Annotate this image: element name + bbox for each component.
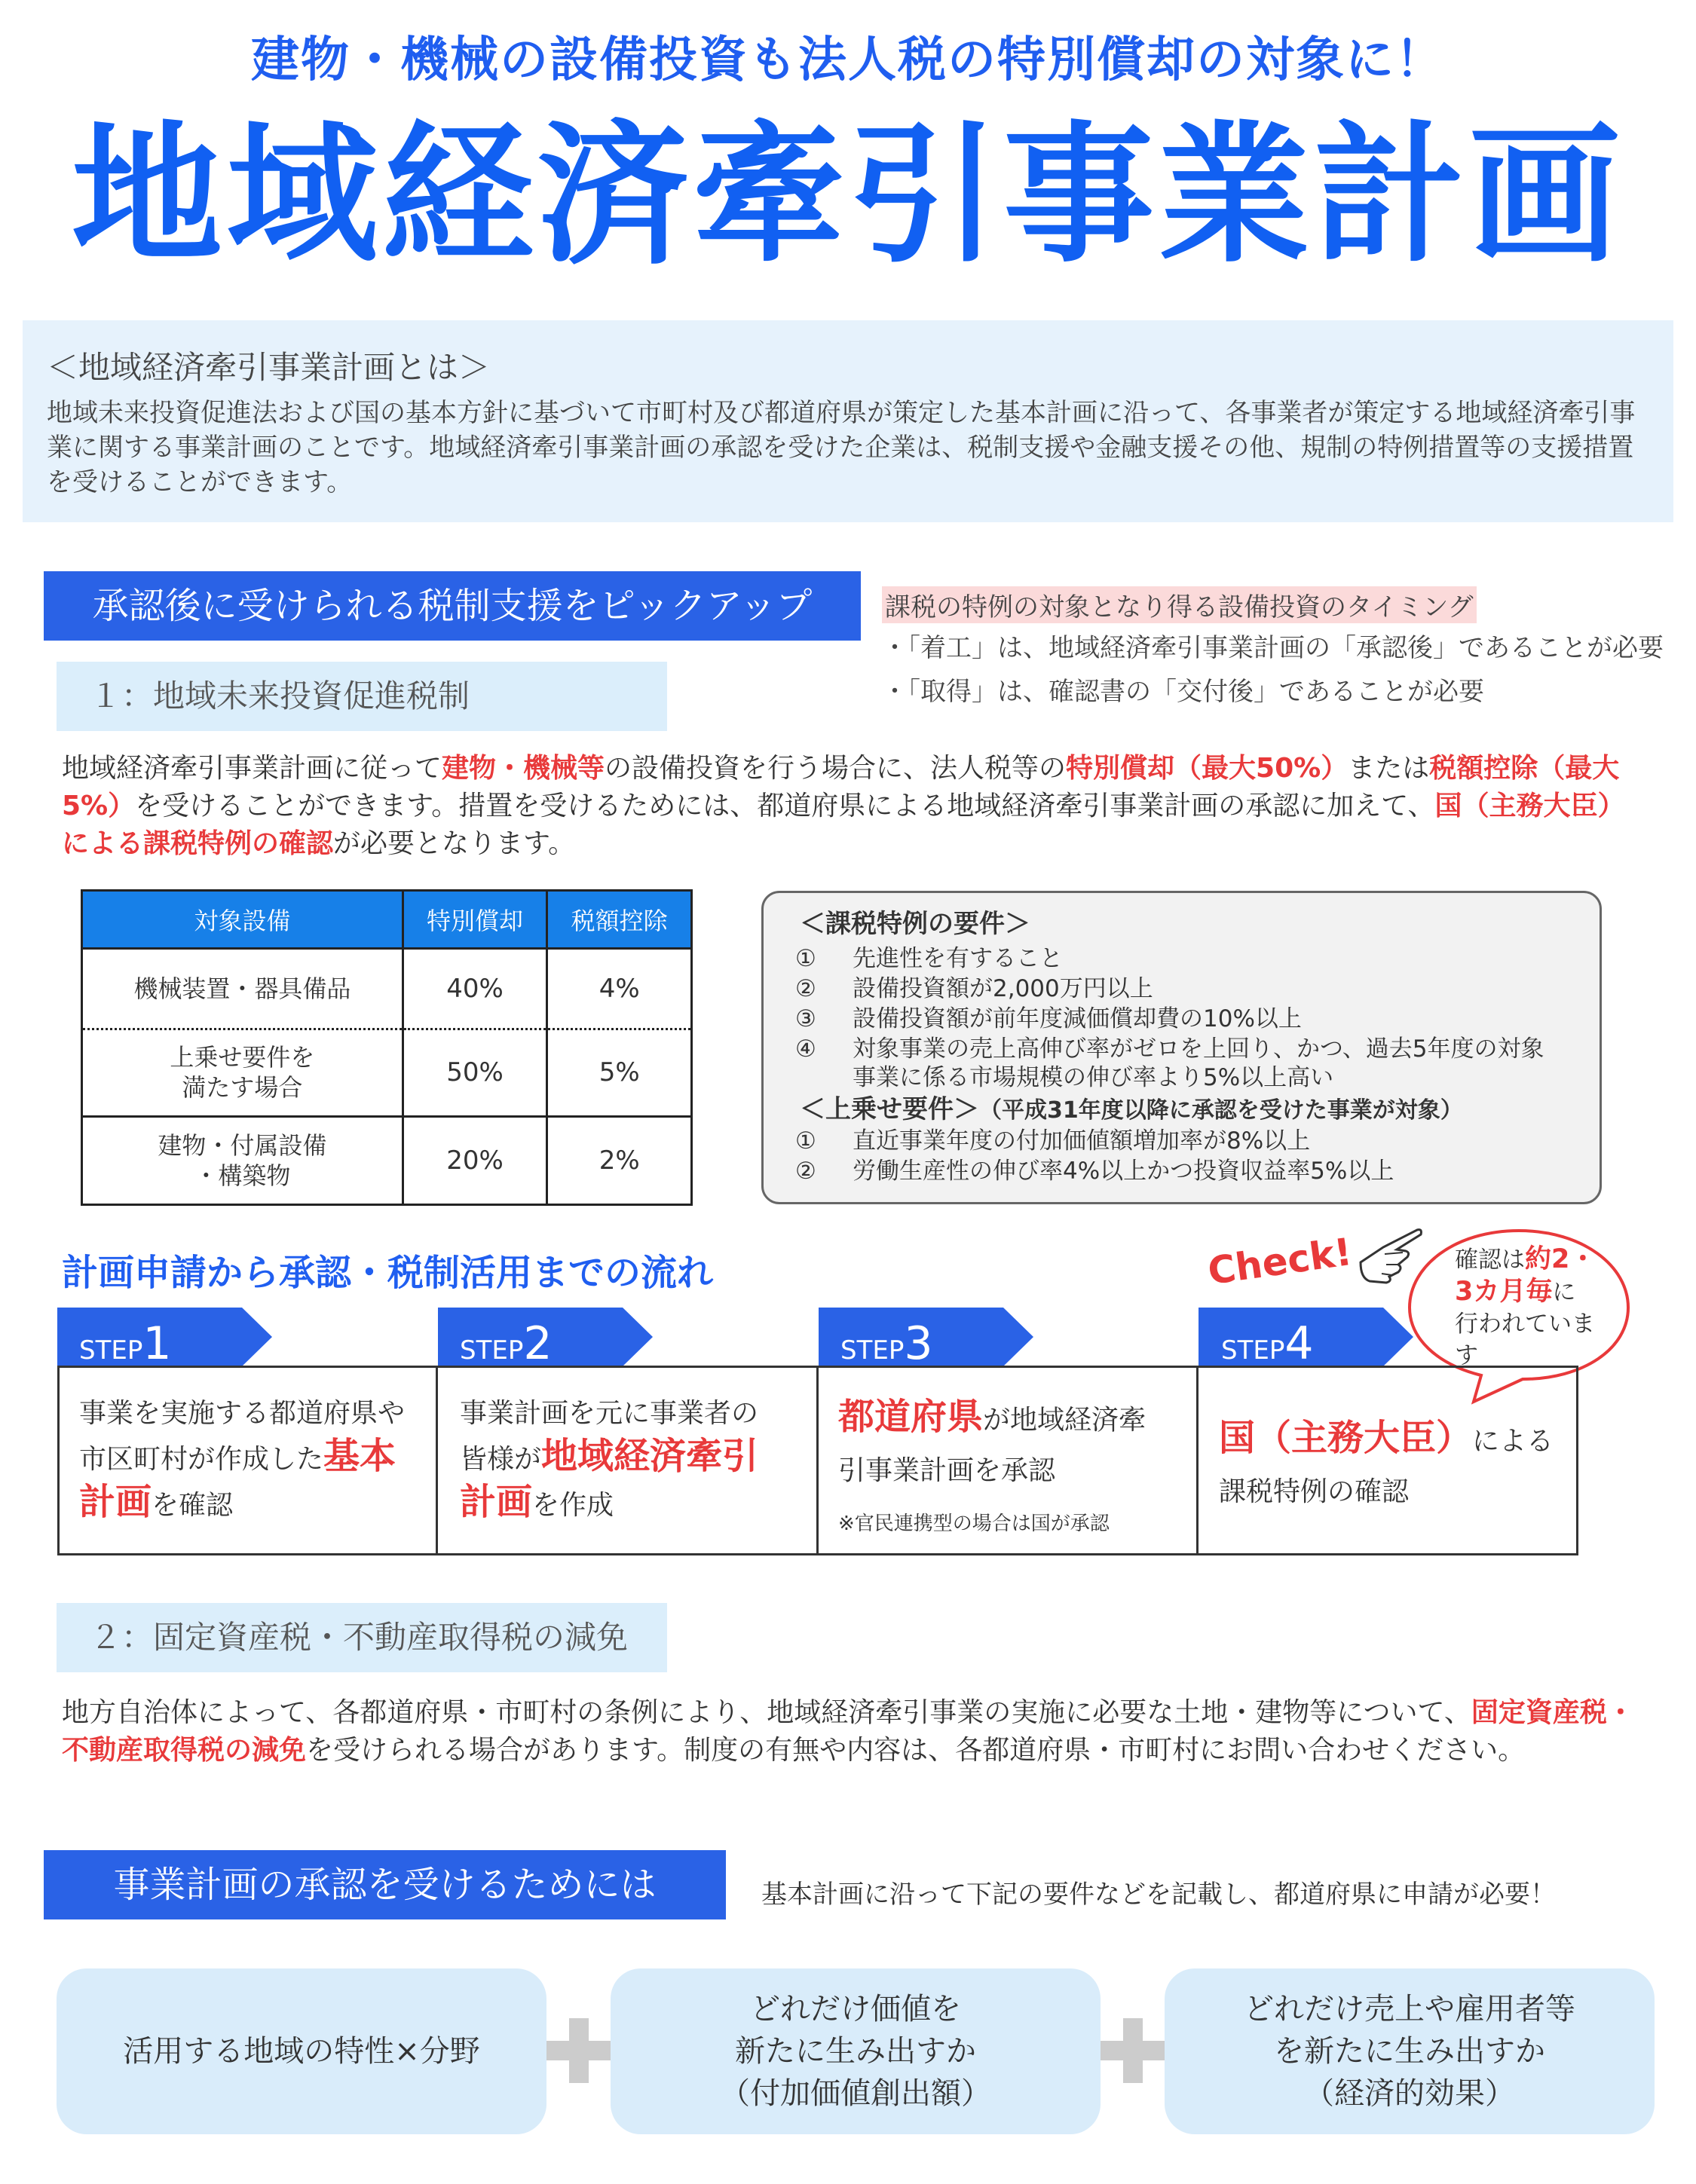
s1-part: を受けることができます。措置を受けるためには、都道府県による地域経済牽引事業計画の承認に加えて、 <box>135 791 1435 821</box>
bubble-pre: 確認は <box>1455 1246 1525 1274</box>
plus-icon <box>546 2018 611 2083</box>
step-text: 引事業計画を承認 <box>838 1455 1056 1486</box>
req-num: ② <box>795 975 816 1002</box>
timing-note-2: ・「取得」は、確認書の「交付後」であることが必要 <box>882 677 1484 707</box>
req-text: 設備投資額が前年度減価償却費の10%以上 <box>853 1005 1302 1032</box>
s1-highlight: 税額控除（最大5%） <box>62 753 1620 821</box>
table-cell: 50% <box>403 1029 547 1117</box>
card-line: 新たに生み出すか <box>735 2034 976 2069</box>
s1-part: の設備投資を行う場合に、法人税等の <box>605 753 1067 784</box>
section1-label: １：地域未来投資促進税制 <box>57 662 667 731</box>
s2-part: を受けられる場合があります。制度の有無や内容は、各都道府県・市町村にお問い合わせください。 <box>306 1735 1526 1766</box>
table-cell: 40% <box>403 949 547 1029</box>
req-num: ③ <box>795 1005 816 1032</box>
timing-title: 課税の特例の対象となり得る設備投資のタイミング <box>882 586 1477 623</box>
step-text: 事業計画を元に事業者の <box>460 1398 759 1429</box>
extra-note: （平成31年度以降に承認を受けた事業が対象） <box>979 1097 1463 1124</box>
step-2-text <box>460 1393 814 1527</box>
s1-highlight: 国（主務大臣）による課税特例の確認 <box>62 791 1625 859</box>
step-highlight: 都道府県 <box>838 1396 984 1438</box>
approval-note: 基本計画に沿って下記の要件などを記載し、都道府県に申請が必要！ <box>761 1880 1556 1910</box>
s2-part: 地方自治体によって、各都道府県・市町村の条例により、地域経済牽引事業の実施に必要な土地・建物等について、 <box>62 1697 1471 1728</box>
step-text: を作成 <box>532 1490 614 1521</box>
card-line: （経済的効果） <box>1304 2076 1515 2111</box>
step-text: 市区町村が作成した <box>79 1444 324 1475</box>
table-row <box>82 1117 692 1205</box>
s2-highlight: 固定資産税・不動産取得税の減免 <box>62 1697 1634 1766</box>
step-highlight: 地域経済牽引 <box>541 1435 759 1477</box>
s1-part: 地域経済牽引事業計画に従って <box>62 753 442 784</box>
check-label: Check! <box>1205 1229 1355 1294</box>
req-num: ④ <box>795 1035 816 1063</box>
step-label-4 <box>1221 1317 1314 1370</box>
page-title: 地域経済牽引事業計画 <box>71 108 1624 283</box>
step-word: STEP <box>840 1335 905 1366</box>
requirements-heading: ＜課税特例の要件＞ <box>800 909 1030 939</box>
section1-body <box>62 750 1645 863</box>
req-text: 設備投資額が2,000万円以上 <box>853 975 1153 1002</box>
step-word: STEP <box>460 1335 524 1366</box>
s1-part: または <box>1348 753 1430 784</box>
step-3-text <box>838 1396 1192 1545</box>
flow-title: 計画申請から承認・税制活用までの流れ <box>62 1252 714 1294</box>
requirement-card-3 <box>1165 1968 1655 2134</box>
req-num: ① <box>795 1127 816 1155</box>
req-text: 労働生産性の伸び率4%以上かつ投資収益率5%以上 <box>853 1158 1394 1185</box>
req-text: 直近事業年度の付加価値額増加率が8%以上 <box>853 1127 1311 1155</box>
step-text: による <box>1472 1426 1554 1457</box>
step-text: を確認 <box>152 1490 234 1521</box>
step-number: 1 <box>142 1317 172 1370</box>
plus-icon <box>1101 2018 1165 2083</box>
card-line: どれだけ売上や雇用者等 <box>1244 1992 1575 2026</box>
subtitle: 建物・機械の設備投資も法人税の特別償却の対象に！ <box>251 32 1445 88</box>
step-text: 皆様が <box>460 1444 542 1475</box>
table-cell: 機械装置・器具備品 <box>82 949 403 1029</box>
s1-highlight: 特別償却（最大50%） <box>1066 753 1349 784</box>
step-label-3 <box>840 1317 933 1370</box>
table-cell: 20% <box>403 1117 547 1205</box>
bubble-highlight: 約2・ <box>1525 1244 1597 1274</box>
table-row <box>82 949 692 1029</box>
requirement-card-2 <box>611 1968 1101 2134</box>
s1-highlight: 建物・機械等 <box>442 753 605 784</box>
step-highlight: 国（主務大臣） <box>1219 1417 1473 1459</box>
step-highlight: 計画 <box>460 1481 533 1523</box>
approval-banner: 事業計画の承認を受けるためには <box>44 1850 726 1919</box>
card-line: （付加価値創出額） <box>720 2076 991 2111</box>
pickup-banner: 承認後に受けられる税制支援をピックアップ <box>44 571 861 641</box>
card-line: を新たに生み出すか <box>1274 2034 1545 2069</box>
step-4-text <box>1219 1417 1573 1522</box>
intro-heading: ＜地域経済牽引事業計画とは＞ <box>47 349 491 386</box>
section2-body <box>62 1694 1645 1770</box>
step-label-2 <box>460 1317 553 1370</box>
step-label-1 <box>79 1317 172 1370</box>
card-line: どれだけ価値を <box>750 1992 961 2026</box>
step-number: 3 <box>904 1317 933 1370</box>
table-header: 税額控除 <box>547 891 692 949</box>
step-text: 課税特例の確認 <box>1219 1476 1410 1507</box>
bubble-text <box>1455 1243 1613 1372</box>
bubble-post: に <box>1552 1279 1576 1306</box>
table-header: 特別償却 <box>403 891 547 949</box>
s1-part: が必要となります。 <box>333 828 576 859</box>
table-cell: 建物・付属設備 ・構築物 <box>82 1117 403 1205</box>
step-word: STEP <box>79 1335 143 1366</box>
table-row <box>82 1029 692 1117</box>
tax-table <box>81 889 693 1206</box>
step-highlight: 基本 <box>323 1435 396 1477</box>
table-cell: 5% <box>547 1029 692 1117</box>
step-highlight: 計画 <box>79 1481 152 1523</box>
bubble-post: す <box>1455 1342 1478 1369</box>
step-number: 2 <box>523 1317 553 1370</box>
req-num: ① <box>795 945 816 972</box>
req-num: ② <box>795 1158 816 1185</box>
req-text: 対象事業の売上高伸び率がゼロを上回り、かつ、過去5年度の対象 <box>853 1035 1544 1063</box>
table-header: 対象設備 <box>82 891 403 949</box>
step-text: が地域経済牽 <box>983 1405 1146 1436</box>
step-word: STEP <box>1221 1335 1285 1366</box>
timing-note-1: ・「着工」は、地域経済牽引事業計画の「承認後」であることが必要 <box>882 633 1664 663</box>
requirements-box <box>761 891 1602 1204</box>
table-cell: 4% <box>547 949 692 1029</box>
bubble-highlight: 3カ月毎 <box>1455 1277 1553 1307</box>
table-cell: 上乗せ要件を 満たす場合 <box>82 1029 403 1117</box>
req-text: 先進性を有すること <box>853 945 1063 972</box>
extra-heading: ＜上乗せ要件＞ <box>800 1094 979 1124</box>
bubble-post: 行われていま <box>1455 1311 1595 1338</box>
intro-body: 地域未来投資促進法および国の基本方針に基づいて市町村及び都道府県が策定した基本計画に沿って、各事業者が策定する地域経済牽引事業に関する事業計画のことです。地域経済牽引事業計画の承認を受けた企業は、税制支援や金融支援その他、規制の特例措置等の支援措置を受けることができます。 <box>47 398 1636 497</box>
card-line: 活用する地域の特性×分野 <box>123 2034 480 2069</box>
section2-label: ２：固定資産税・不動産取得税の減免 <box>57 1603 667 1672</box>
step-note: ※官民連携型の場合は国が承認 <box>838 1513 1110 1535</box>
requirement-card-1 <box>57 1968 546 2134</box>
step-number: 4 <box>1284 1317 1314 1370</box>
step-1-text <box>79 1393 433 1527</box>
table-cell: 2% <box>547 1117 692 1205</box>
step-text: 事業を実施する都道府県や <box>79 1398 406 1429</box>
req-text: 事業に係る市場規模の伸び率より5%以上高い <box>853 1064 1334 1091</box>
